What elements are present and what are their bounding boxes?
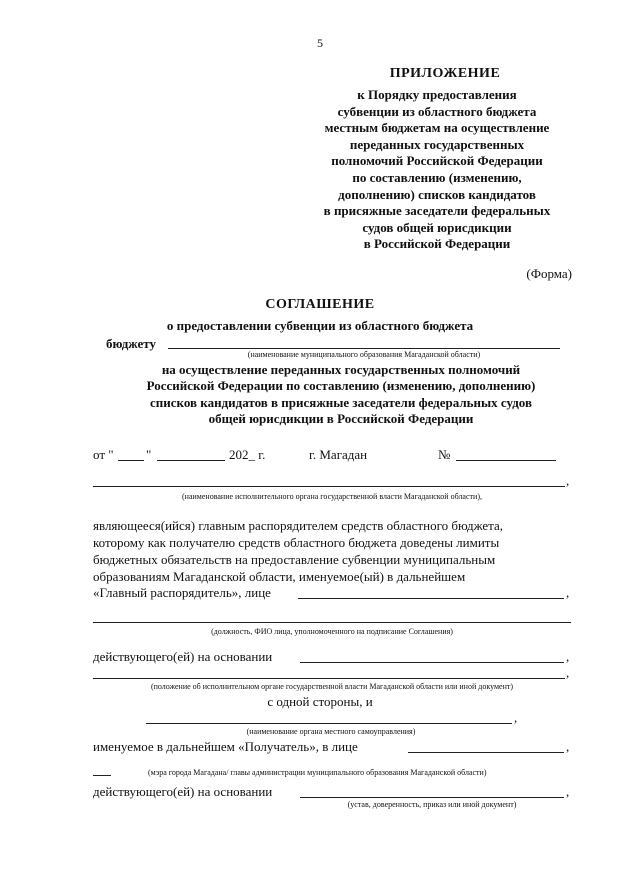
- agreement-purpose: [100, 362, 582, 428]
- day-field[interactable]: [118, 460, 144, 461]
- agreement-purpose-line: общей юрисдикции в Российской Федерации: [208, 411, 474, 427]
- comma: ,: [566, 665, 570, 680]
- official-caption: (должность, ФИО лица, уполномоченного на подписание Соглашения): [211, 627, 453, 636]
- appendix-line: в Российской Федерации: [363, 236, 511, 252]
- agreement-purpose-line: списков кандидатов в присяжные заседатели федеральных судов: [150, 394, 532, 410]
- number-sign: №: [438, 447, 451, 462]
- date-year: 202_ г.: [229, 447, 266, 462]
- recipient-field[interactable]: [408, 752, 564, 753]
- paragraph-line: которому как получателю средств областного бюджета доведены лимиты: [93, 535, 500, 550]
- chief-manager-label: «Главный распорядитель», лице: [93, 585, 271, 600]
- month-field[interactable]: [157, 460, 225, 461]
- main-paragraph: [93, 517, 571, 585]
- agreement-purpose-line: Российской Федерации по составлению (изменению, дополнению): [146, 378, 536, 394]
- appendix-line: судов общей юрисдикции: [362, 219, 512, 235]
- appendix-line: полномочий Российской Федерации: [331, 153, 543, 169]
- paragraph-line: образованиям Магаданской области, именуемое(ый) в дальнейшем: [93, 569, 466, 584]
- number-field[interactable]: [456, 460, 556, 461]
- comma: ,: [566, 649, 570, 664]
- comma: ,: [514, 710, 518, 725]
- appendix-title: ПРИЛОЖЕНИЕ: [389, 66, 501, 81]
- appendix-line: в присяжные заседатели федеральных: [323, 203, 551, 219]
- mayor-field[interactable]: [93, 775, 111, 776]
- charter-caption: (устав, доверенность, приказ или иной документ): [347, 800, 517, 809]
- comma: ,: [566, 739, 570, 754]
- appendix-line: к Порядку предоставления: [357, 87, 517, 102]
- appendix-line: субвенции из областного бюджета: [337, 103, 537, 119]
- charter-field[interactable]: [300, 797, 564, 798]
- date-quote: ": [146, 447, 152, 462]
- mayor-caption: (мэра города Магадана/ главы администрации муниципального образования Магаданской области): [148, 768, 487, 777]
- appendix-line: дополнению) списков кандидатов: [338, 186, 536, 202]
- form-label: (Форма): [526, 266, 572, 281]
- agreement-purpose-line: на осуществление переданных государственных полномочий: [161, 362, 521, 377]
- acting-basis-field[interactable]: [300, 662, 564, 663]
- local-body-field[interactable]: [146, 723, 512, 724]
- page-number: 5: [317, 36, 323, 50]
- local-body-caption: (наименование органа местного самоуправления): [246, 727, 416, 736]
- appendix-lines: [302, 87, 572, 253]
- agreement-subtitle: о предоставлении субвенции из областного бюджета: [166, 318, 474, 333]
- comma: ,: [566, 784, 570, 799]
- comma: ,: [566, 473, 570, 488]
- municipality-caption: (наименование муниципального образования Магаданской области): [247, 350, 481, 359]
- appendix-line: по составлению (изменению,: [352, 169, 522, 185]
- acting-basis-label: действующего(ей) на основании: [93, 649, 273, 664]
- regulation-caption: (положение об исполнительном органе государственной власти Магаданской области или иной документ): [150, 682, 514, 691]
- budget-label: бюджету: [106, 336, 157, 351]
- official-field[interactable]: [93, 622, 571, 623]
- one-side-text: с одной стороны, и: [267, 694, 373, 709]
- recipient-label: именуемое в дальнейшем «Получатель», в лице: [93, 739, 358, 754]
- chief-manager-field[interactable]: [298, 598, 564, 599]
- date-from: от ": [93, 447, 114, 462]
- comma: ,: [566, 585, 570, 600]
- agreement-title: СОГЛАШЕНИЕ: [265, 297, 375, 312]
- paragraph-line: являющееся(ийся) главным распорядителем средств областного бюджета,: [93, 518, 504, 533]
- municipality-field[interactable]: [168, 348, 560, 349]
- paragraph-line: бюджетных обязательств на предоставление субвенции муниципальным: [93, 552, 496, 567]
- executive-body-caption: (наименование исполнительного органа государственной власти Магаданской области),: [182, 492, 482, 501]
- city-name: г. Магадан: [309, 447, 368, 462]
- appendix-line: переданных государственных: [349, 136, 525, 152]
- executive-body-field[interactable]: [93, 486, 565, 487]
- appendix-line: местным бюджетам на осуществление: [324, 120, 550, 136]
- acting-basis-label-2: действующего(ей) на основании: [93, 784, 273, 799]
- regulation-field[interactable]: [93, 678, 565, 679]
